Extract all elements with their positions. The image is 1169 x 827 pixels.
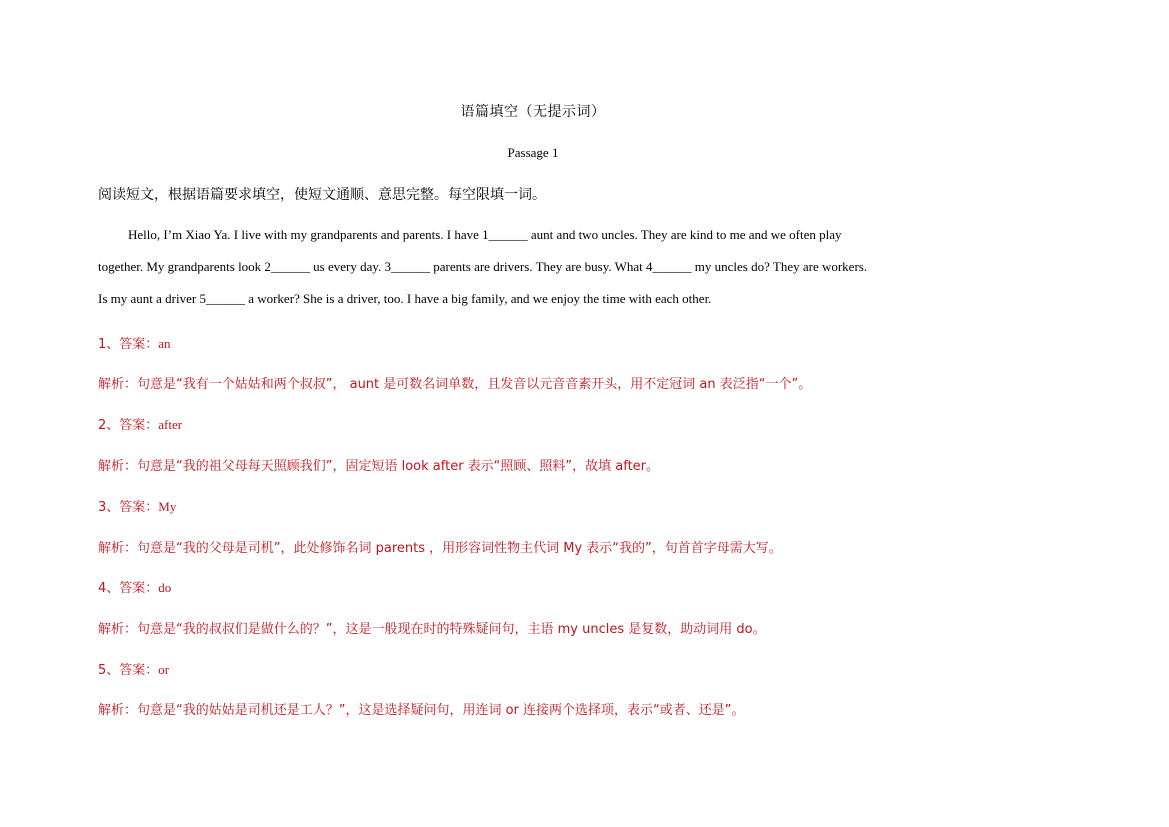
answer-2 xyxy=(98,414,182,433)
passage-line-1 xyxy=(98,227,970,243)
answer-5-label: 5、答案： xyxy=(98,663,159,678)
answer-3-label: 3、答案： xyxy=(98,500,159,515)
answer-1-value: an xyxy=(158,336,171,351)
explanation-1: 解析：句意是“我有一个姑姑和两个叔叔”， aunt 是可数名词单数，且发音以元音音素开头，用不定冠词 an 表泛指“一个”。 xyxy=(98,377,812,392)
passage-line-3: Is my aunt a driver 5______ a worker? She is a driver, too. I have a big family, and we enjoy the time with each other. xyxy=(98,291,712,306)
answer-1-label: 1、答案： xyxy=(98,337,159,352)
answer-2-label: 2、答案： xyxy=(98,418,159,433)
passage-heading: Passage 1 xyxy=(507,145,559,160)
answer-1 xyxy=(98,333,171,352)
explanation-5: 解析：句意是“我的姑姑是司机还是工人？”，这是选择疑问句，用连词 or 连接两个选择项，表示“或者、还是”。 xyxy=(98,703,745,718)
answer-4-value: do xyxy=(158,580,172,595)
answer-3 xyxy=(98,496,176,515)
answer-2-value: after xyxy=(158,417,183,432)
explanation-3: 解析：句意是“我的父母是司机”，此处修饰名词 parents ，用形容词性物主代词 My 表示“我的”，句首首字母需大写。 xyxy=(98,541,782,556)
passage-line-2: together. My grandparents look 2______ us every day. 3______ parents are drivers. They are busy. What 4______ my uncles do? They are workers. xyxy=(98,259,868,274)
explanation-4: 解析：句意是“我的叔叔们是做什么的？”，这是一般现在时的特殊疑问句，主语 my uncles 是复数，助动词用 do。 xyxy=(98,622,766,637)
answer-5-value: or xyxy=(158,662,170,677)
answer-4 xyxy=(98,577,171,596)
passage-line-1-text: Hello, I’m Xiao Ya. I live with my grandparents and parents. I have 1______ aunt and two uncles. They are kind to me and we often play xyxy=(128,227,842,242)
answer-5 xyxy=(98,659,169,678)
instruction-text: 阅读短文，根据语篇要求填空，使短文通顺、意思完整。每空限填一词。 xyxy=(98,187,546,203)
answer-3-value: My xyxy=(158,499,177,514)
answer-4-label: 4、答案： xyxy=(98,581,159,596)
page-title: 语篇填空（无提示词） xyxy=(460,104,606,120)
explanation-2: 解析：句意是“我的祖父母每天照顾我们”，固定短语 look after 表示“照顾、照料”，故填 after。 xyxy=(98,459,660,474)
